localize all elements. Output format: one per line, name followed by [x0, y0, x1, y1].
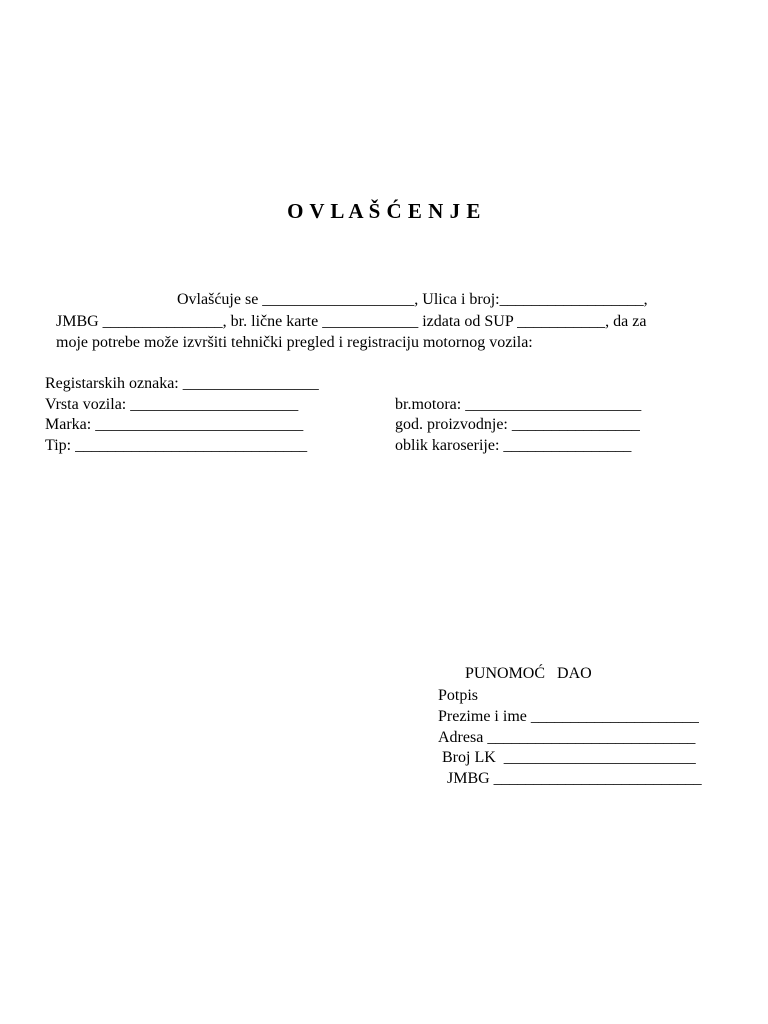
- field-broj-motora: br.motora: ______________________: [395, 396, 642, 413]
- authorization-line-1: Ovlašćuje se ___________________, Ulica i broj:__________________,: [177, 291, 648, 308]
- field-marka: Marka: __________________________: [45, 416, 304, 433]
- field-registarske-oznake: Registarskih oznaka: _________________: [45, 375, 319, 392]
- signature-adresa: Adresa __________________________: [438, 729, 696, 746]
- field-godina-proizvodnje: god. proizvodnje: ________________: [395, 416, 640, 433]
- signature-jmbg: JMBG __________________________: [447, 770, 702, 787]
- field-oblik-karoserije: oblik karoserije: ________________: [395, 437, 632, 454]
- authorization-line-2: JMBG _______________, br. lične karte ____________ izdata od SUP ___________, da za: [56, 313, 647, 330]
- document-title: O V L A Š Ć E N J E: [287, 199, 481, 223]
- signature-broj-lk: Broj LK ________________________: [442, 749, 696, 766]
- signature-heading: PUNOMOĆ DAO: [465, 665, 592, 682]
- signature-prezime-ime: Prezime i ime _____________________: [438, 708, 699, 725]
- authorization-line-3: moje potrebe može izvršiti tehnički pregled i registraciju motornog vozila:: [56, 334, 533, 351]
- field-tip: Tip: _____________________________: [45, 437, 308, 454]
- signature-potpis: Potpis: [438, 687, 479, 704]
- field-vrsta-vozila: Vrsta vozila: _____________________: [45, 396, 299, 413]
